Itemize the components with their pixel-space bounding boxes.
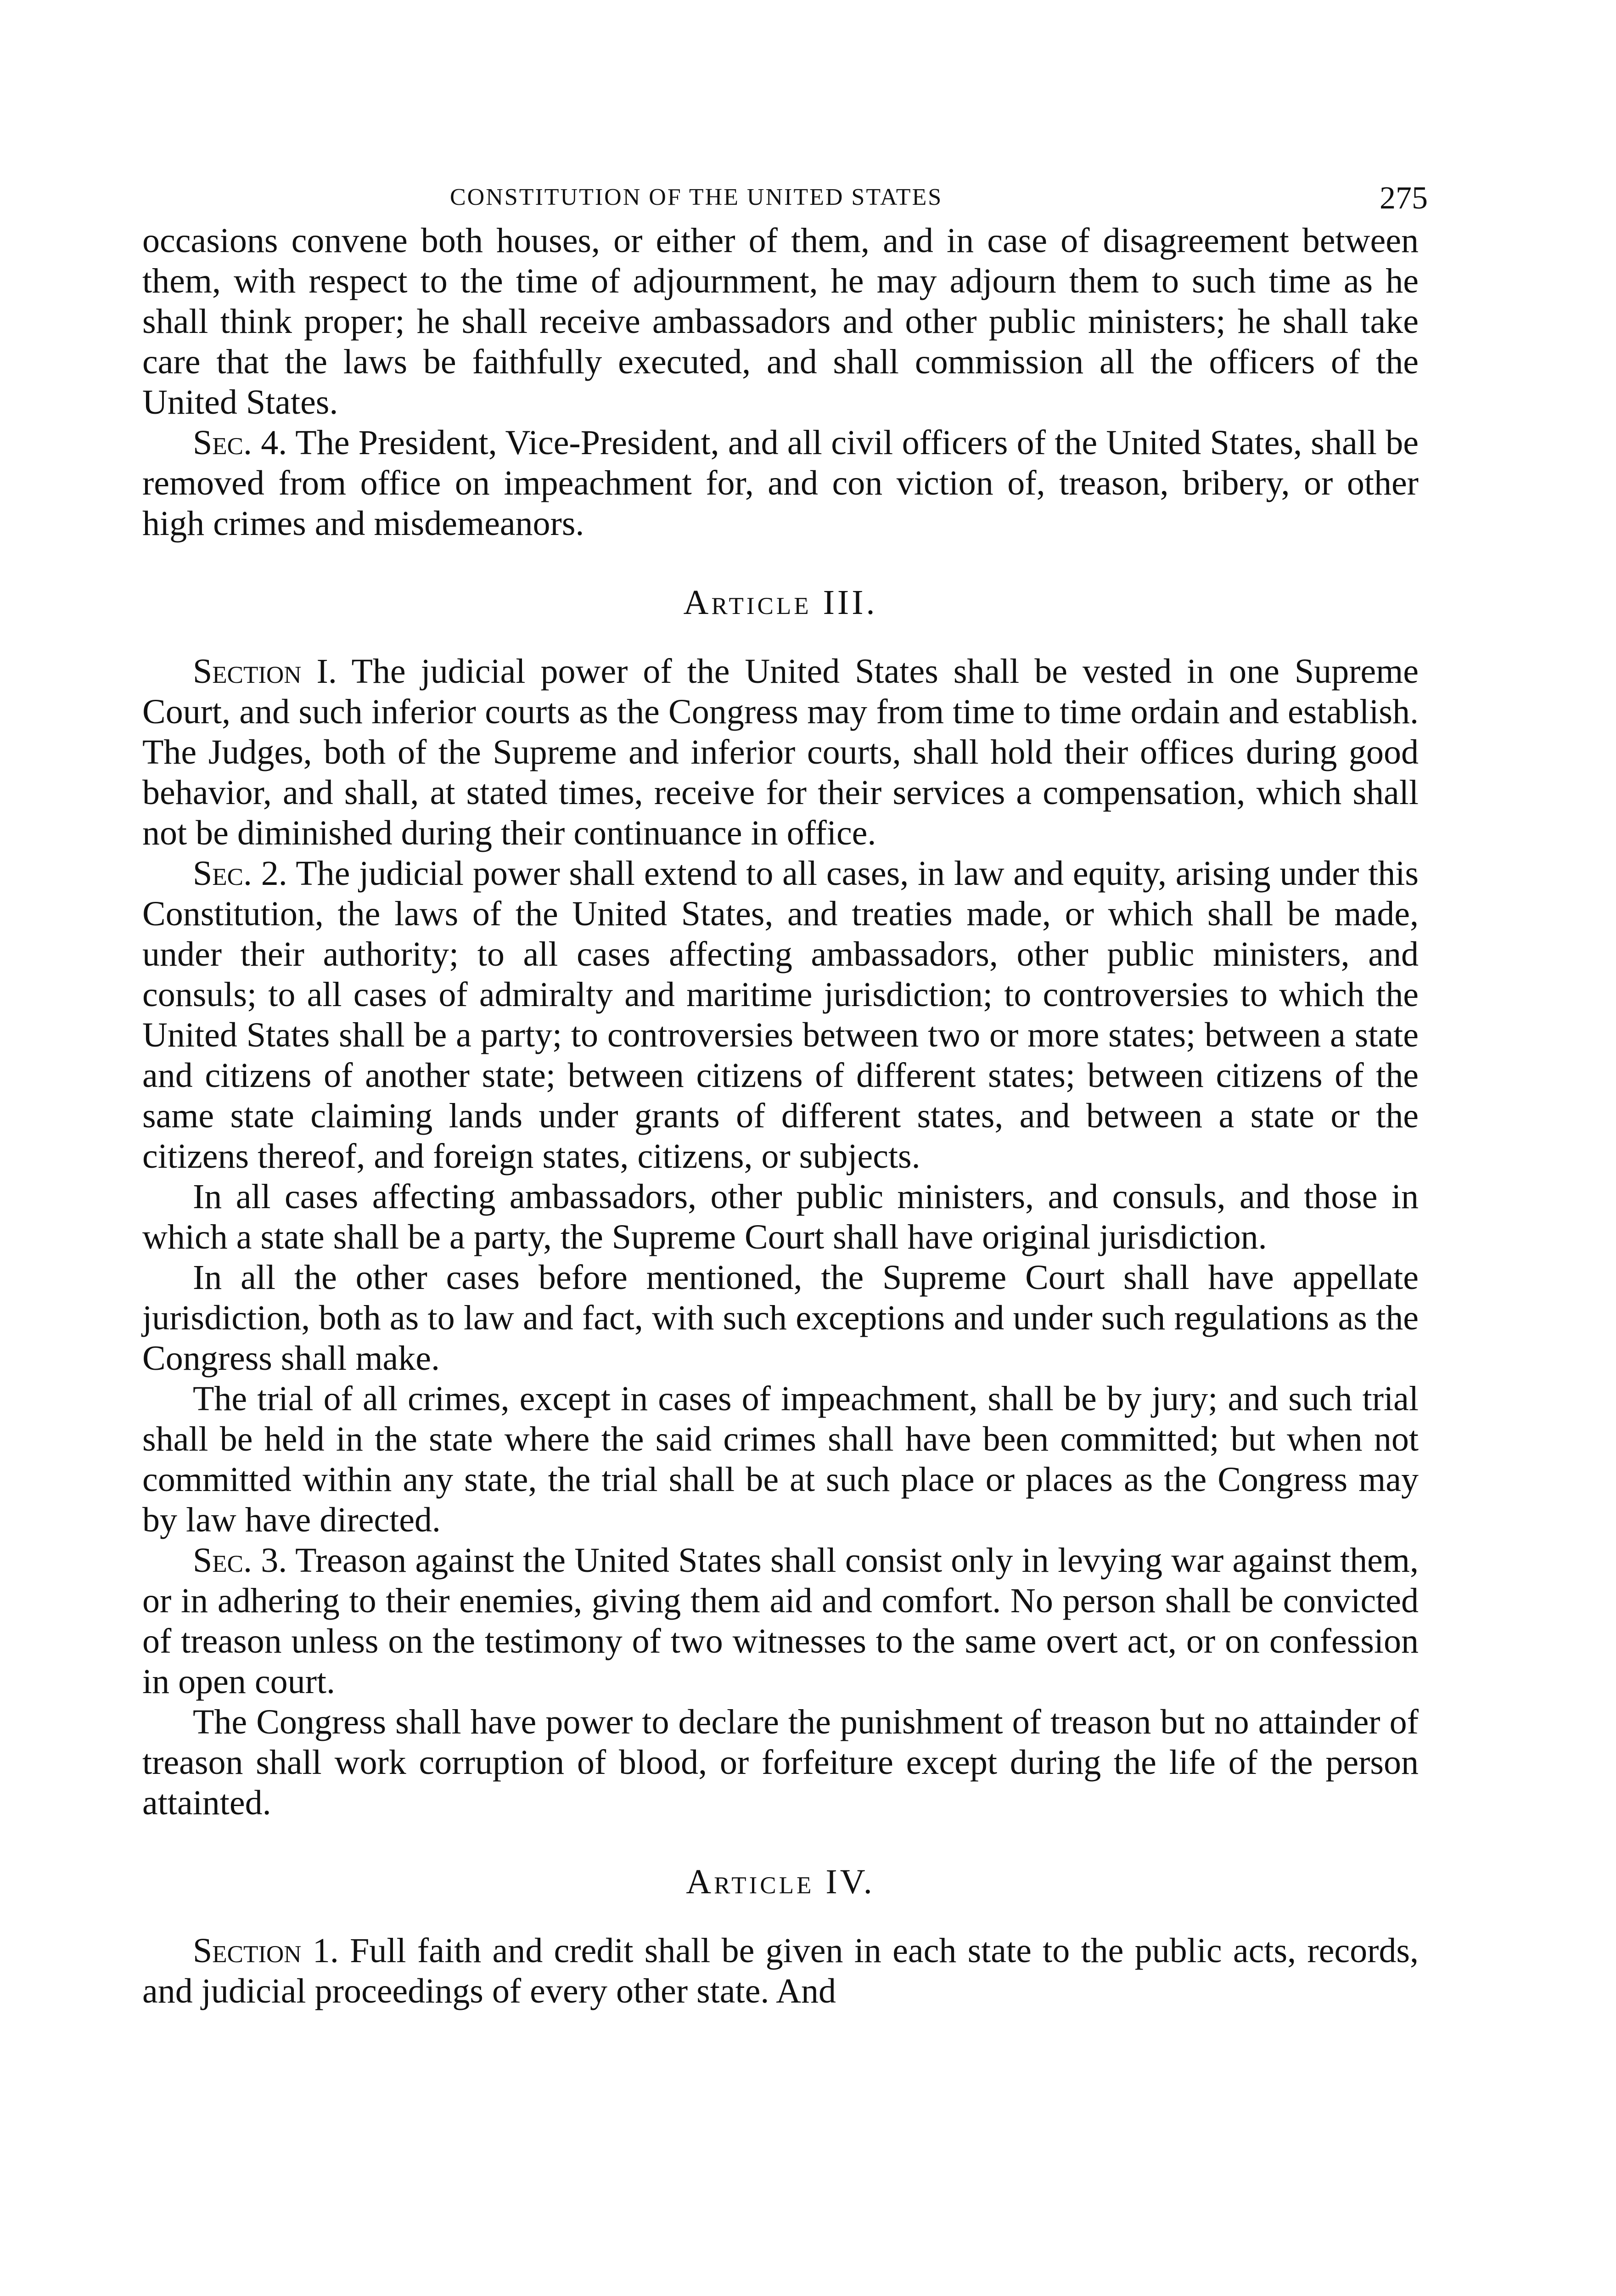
paragraph-sec-4 [142, 422, 1419, 544]
section-label: Sec. 3. [193, 1541, 287, 1580]
page-number: 275 [1380, 180, 1428, 216]
section-label: Section 1. [193, 1931, 339, 1970]
paragraph-punishment-of-treason: The Congress shall have power to declare the punishment of treason but no attainder of treason shall work corruption of blood, or forfeiture except during the life of the person attainted. [142, 1703, 1419, 1822]
section-text: The President, Vice-President, and all civil officers of the United States, shall be removed from office on impeachment for, and con viction of, treason, bribery, or other high crimes and misdemeanors. [142, 423, 1419, 543]
paragraph-appellate-jurisdiction: In all the other cases before mentioned, the Supreme Court shall have appellate jurisdiction, both as to law and fact, with such exceptions and under such regulations as the Congress shall make. [142, 1258, 1419, 1378]
paragraph-art3-sec-3 [142, 1540, 1419, 1702]
running-title: CONSTITUTION OF THE UNITED STATES [450, 184, 943, 210]
article-heading: Article IV. [686, 1863, 875, 1901]
section-text: Treason against the United States shall consist only in levying war against them, or in adhering to their enemies, giving them aid and comfort. No person shall be convicted of treason unless on the testimony of two witnesses to the same overt act, or on confession in open court. [142, 1541, 1419, 1701]
article-heading: Article III. [683, 583, 878, 622]
section-label: Sec. 4. [193, 423, 287, 462]
paragraph-art3-section-1 [142, 651, 1419, 853]
paragraph-continuation: occasions convene both houses, or either of them, and in case of disagreement between them, with respect to the time of adjournment, he may adjourn them to such time as he shall think proper; he shall receive ambassadors and other public ministers; he shall take care that the laws be faithfully executed, and shall commission all the officers of the United States. [142, 221, 1419, 422]
body-text [142, 220, 1419, 2011]
section-text: The judicial power shall extend to all cases, in law and equity, arising under this Constitution, the laws of the United States, and treaties made, or which shall be made, under their authority; to all cases affecting ambassadors, other public ministers, and consuls; to all cases of admiralty and maritime jurisdiction; to controversies to which the United States shall be a party; to controversies between two or more states; between a state and citizens of another state; between citizens of different states; between citizens of the same state claiming lands under grants of different states, and between a state or the citizens thereof, and foreign states, citizens, or subjects. [142, 854, 1419, 1176]
paragraph-art3-sec-2 [142, 853, 1419, 1176]
paragraph-art4-section-1 [142, 1930, 1419, 2011]
paragraph-original-jurisdiction: In all cases affecting ambassadors, other public ministers, and consuls, and those in which a state shall be a party, the Supreme Court shall have original jurisdiction. [142, 1177, 1419, 1256]
paragraph-trial-by-jury: The trial of all crimes, except in cases of impeachment, shall be by jury; and such trial shall be held in the state where the said crimes shall have been committed; but when not committed within any state, the trial shall be at such place or places as the Congress may by law have directed. [142, 1379, 1419, 1539]
section-label: Sec. 2. [193, 854, 287, 893]
document-page [142, 174, 1428, 2011]
section-text: Full faith and credit shall be given in each state to the public acts, records, and judicial proceedings of every other state. And [142, 1931, 1419, 2010]
section-label: Section I. [193, 652, 337, 691]
running-head [142, 174, 1428, 220]
section-text: The judicial power of the United States shall be vested in one Supreme Court, and such inferior courts as the Congress may from time to time ordain and establish. The Judges, both of the Supreme and inferior courts, shall hold their offices during good behavior, and shall, at stated times, receive for their services a compensation, which shall not be diminished during their continuance in office. [142, 652, 1419, 852]
